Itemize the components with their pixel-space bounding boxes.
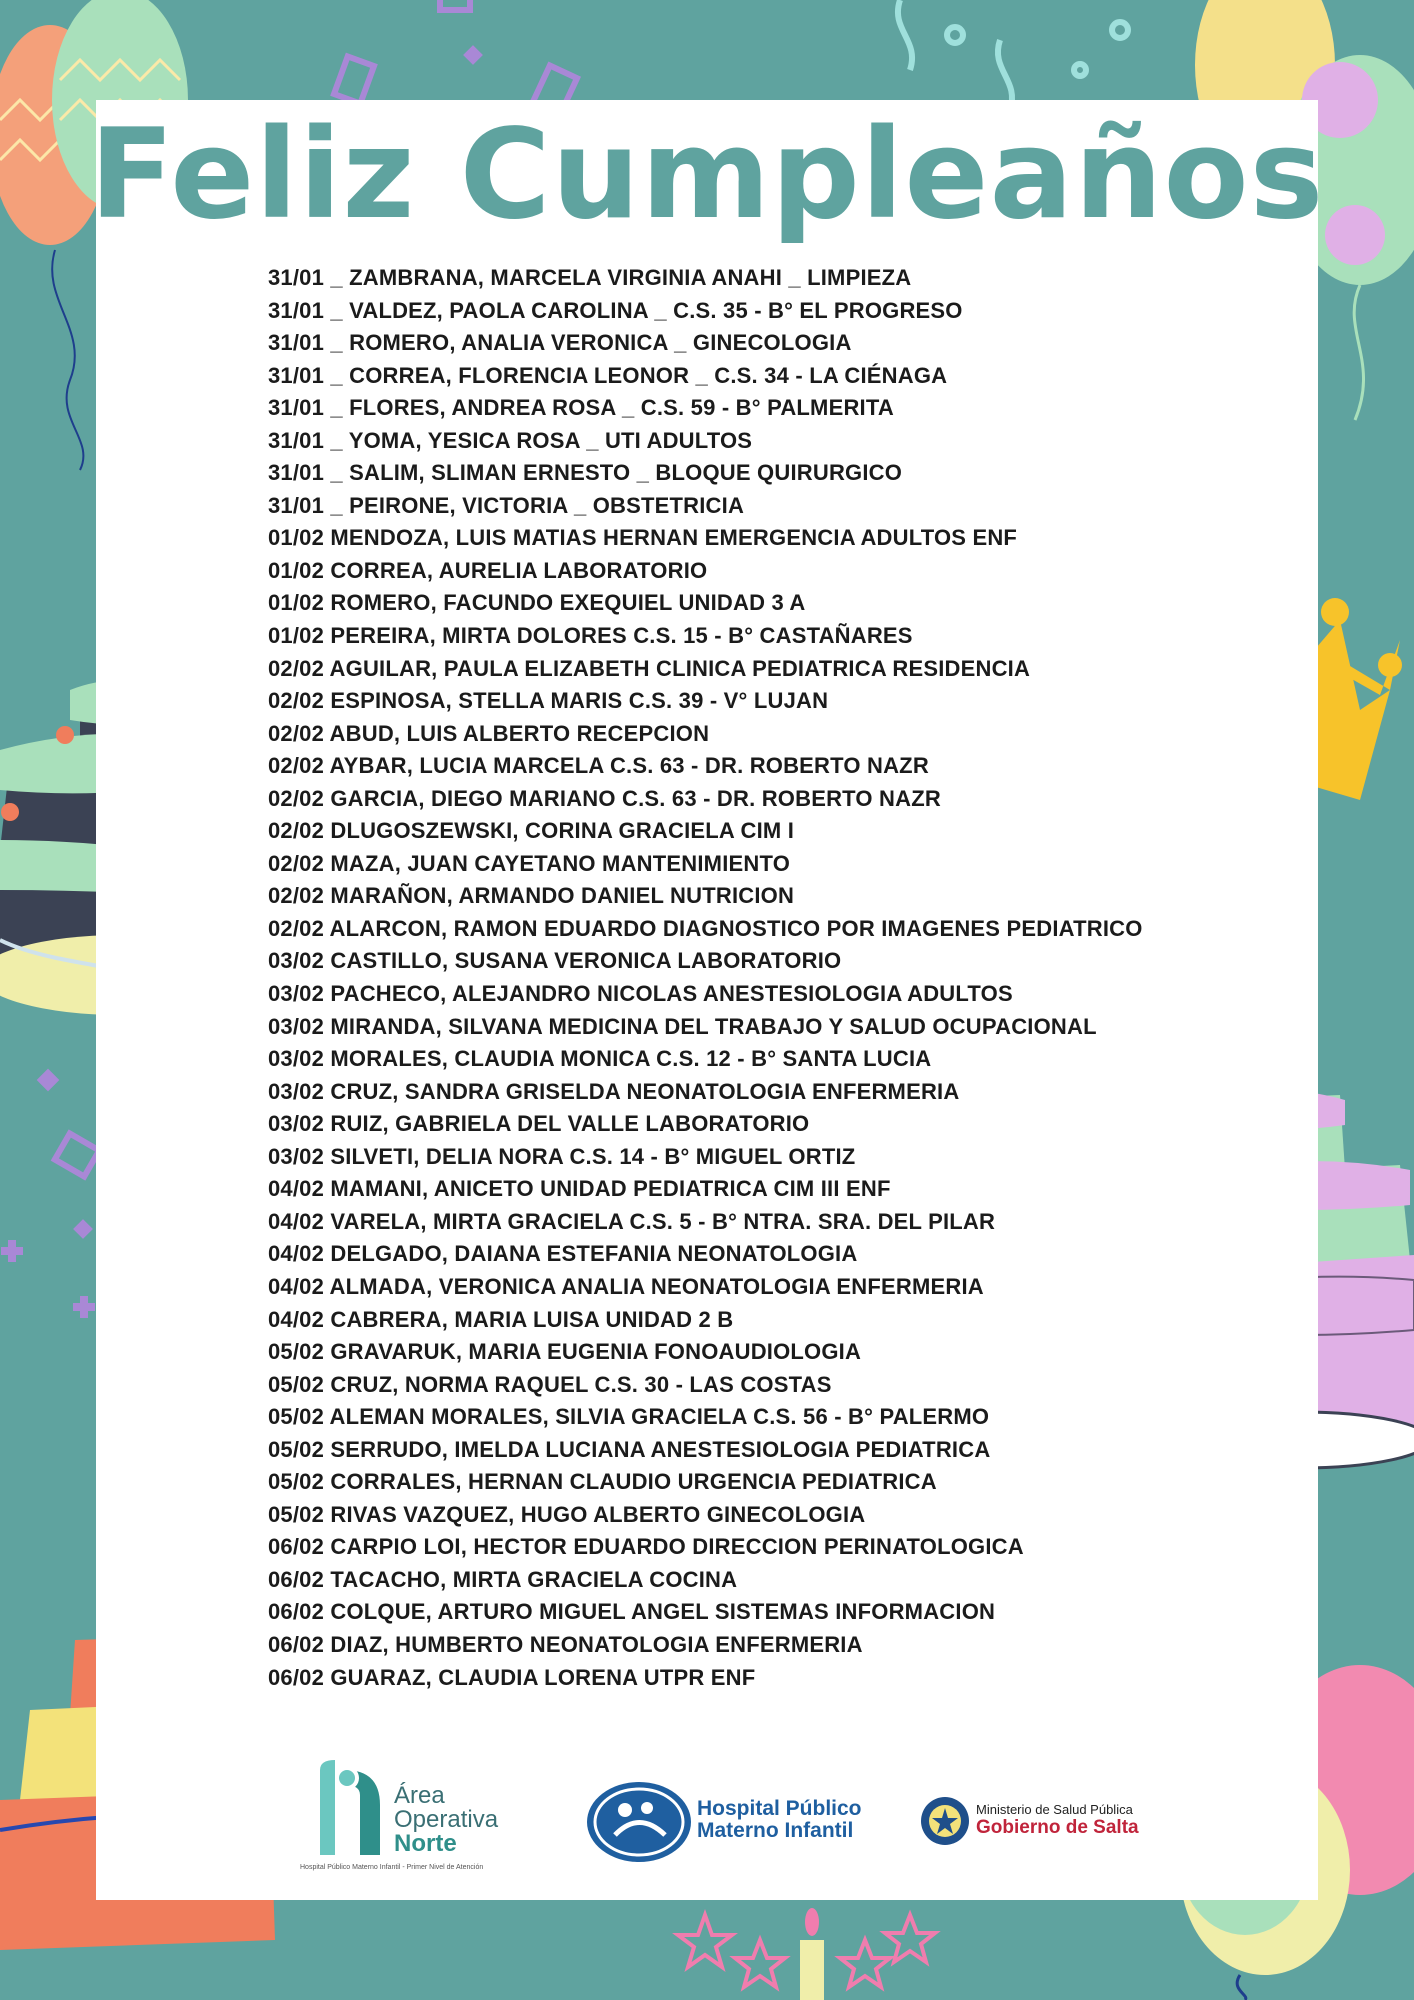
birthday-entry: 03/02 CASTILLO, SUSANA VERONICA LABORATORIO <box>268 948 842 974</box>
hospital-emblem-icon <box>585 1780 693 1864</box>
birthday-entry: 05/02 RIVAS VAZQUEZ, HUGO ALBERTO GINECOLOGIA <box>268 1501 866 1527</box>
birthday-entry: 05/02 GRAVARUK, MARIA EUGENIA FONOAUDIOLOGIA <box>268 1339 862 1365</box>
area-operativa-norte-logo <box>290 1760 500 1880</box>
birthday-entry: 02/02 DLUGOSZEWSKI, CORINA GRACIELA CIM I <box>268 818 795 844</box>
birthday-entry: 03/02 MORALES, CLAUDIA MONICA C.S. 12 - B° SANTA LUCIA <box>268 1046 932 1072</box>
birthday-entry: 02/02 GARCIA, DIEGO MARIANO C.S. 63 - DR. ROBERTO NAZR <box>268 785 941 811</box>
birthday-entry: 01/02 MENDOZA, LUIS MATIAS HERNAN EMERGENCIA ADULTOS ENF <box>268 525 1018 551</box>
birthday-entry: 03/02 MIRANDA, SILVANA MEDICINA DEL TRABAJO Y SALUD OCUPACIONAL <box>268 1013 1097 1039</box>
birthday-entry: 31/01 _ SALIM, SLIMAN ERNESTO _ BLOQUE QUIRURGICO <box>268 460 903 486</box>
area-operativa-icon <box>300 1760 400 1860</box>
birthday-entry: 06/02 CARPIO LOI, HECTOR EDUARDO DIRECCION PERINATOLOGICA <box>268 1534 1024 1560</box>
birthday-entry: 05/02 ALEMAN MORALES, SILVIA GRACIELA C.S. 56 - B° PALERMO <box>268 1404 990 1430</box>
page-title: Feliz Cumpleaños <box>89 103 1325 247</box>
birthday-entry: 02/02 AYBAR, LUCIA MARCELA C.S. 63 - DR. ROBERTO NAZR <box>268 753 929 779</box>
birthday-entry: 02/02 ESPINOSA, STELLA MARIS C.S. 39 - V° LUJAN <box>268 688 829 714</box>
birthday-entry: 06/02 COLQUE, ARTURO MIGUEL ANGEL SISTEMAS INFORMACION <box>268 1599 996 1625</box>
birthday-entry: 02/02 ABUD, LUIS ALBERTO RECEPCION <box>268 720 710 746</box>
birthday-entry: 01/02 CORREA, AURELIA LABORATORIO <box>268 557 708 583</box>
hospital-line2: Materno Infantil <box>697 1819 854 1842</box>
birthday-entry: 02/02 AGUILAR, PAULA ELIZABETH CLINICA PEDIATRICA RESIDENCIA <box>268 655 1031 681</box>
birthday-entry: 03/02 SILVETI, DELIA NORA C.S. 14 - B° MIGUEL ORTIZ <box>268 1143 856 1169</box>
birthday-entry: 05/02 CORRALES, HERNAN CLAUDIO URGENCIA PEDIATRICA <box>268 1469 937 1495</box>
birthday-entry: 01/02 PEREIRA, MIRTA DOLORES C.S. 15 - B° CASTAÑARES <box>268 623 913 649</box>
birthday-entry: 02/02 MARAÑON, ARMANDO DANIEL NUTRICION <box>268 883 795 909</box>
birthday-entry: 02/02 ALARCON, RAMON EDUARDO DIAGNOSTICO POR IMAGENES PEDIATRICO <box>268 915 1143 941</box>
area-operativa-line1: Área <box>394 1782 445 1809</box>
birthday-entry: 01/02 ROMERO, FACUNDO EXEQUIEL UNIDAD 3 A <box>268 590 806 616</box>
birthday-entry: 03/02 RUIZ, GABRIELA DEL VALLE LABORATORIO <box>268 1111 810 1137</box>
birthday-entry: 04/02 MAMANI, ANICETO UNIDAD PEDIATRICA CIM III ENF <box>268 1176 891 1202</box>
birthday-entry: 31/01 _ ROMERO, ANALIA VERONICA _ GINECOLOGIA <box>268 330 852 356</box>
birthday-entry: 05/02 CRUZ, NORMA RAQUEL C.S. 30 - LAS COSTAS <box>268 1371 832 1397</box>
area-operativa-subtitle: Hospital Público Materno Infantil - Primer Nivel de Atención <box>300 1864 484 1871</box>
confetti-top-illustration <box>334 0 577 114</box>
gobierno-salta-logo <box>920 1788 1160 1858</box>
salta-shield-icon <box>920 1788 970 1854</box>
birthday-entry: 06/02 DIAZ, HUMBERTO NEONATOLOGIA ENFERMERIA <box>268 1631 863 1657</box>
birthday-entry: 31/01 _ YOMA, YESICA ROSA _ UTI ADULTOS <box>268 427 753 453</box>
area-operativa-line2: Operativa <box>394 1806 499 1833</box>
birthday-list <box>268 262 1228 1694</box>
birthday-entry: 31/01 _ CORREA, FLORENCIA LEONOR _ C.S. 34 - LA CIÉNAGA <box>268 362 948 388</box>
birthday-entry: 04/02 ALMADA, VERONICA ANALIA NEONATOLOGIA ENFERMERIA <box>268 1273 984 1299</box>
birthday-entry: 06/02 GUARAZ, CLAUDIA LORENA UTPR ENF <box>268 1664 756 1690</box>
area-operativa-line3: Norte <box>394 1830 457 1857</box>
birthday-entry: 02/02 MAZA, JUAN CAYETANO MANTENIMIENTO <box>268 850 791 876</box>
hospital-line1: Hospital Público <box>697 1797 862 1820</box>
birthday-entry: 04/02 VARELA, MIRTA GRACIELA C.S. 5 - B° NTRA. SRA. DEL PILAR <box>268 1208 996 1234</box>
birthday-entry: 31/01 _ PEIRONE, VICTORIA _ OBSTETRICIA <box>268 492 745 518</box>
footer-logos <box>280 1760 1160 1880</box>
birthday-entry: 04/02 CABRERA, MARIA LUISA UNIDAD 2 B <box>268 1306 734 1332</box>
birthday-entry: 05/02 SERRUDO, IMELDA LUCIANA ANESTESIOLOGIA PEDIATRICA <box>268 1436 991 1462</box>
birthday-entry: 03/02 CRUZ, SANDRA GRISELDA NEONATOLOGIA ENFERMERIA <box>268 1078 960 1104</box>
birthday-entry: 06/02 TACACHO, MIRTA GRACIELA COCINA <box>268 1566 738 1592</box>
birthday-entry: 31/01 _ ZAMBRANA, MARCELA VIRGINIA ANAHI _ LIMPIEZA <box>268 265 912 290</box>
birthday-entry: 31/01 _ VALDEZ, PAOLA CAROLINA _ C.S. 35 - B° EL PROGRESO <box>268 297 963 323</box>
gobierno-line1: Ministerio de Salud Pública <box>976 1802 1133 1817</box>
gobierno-line2: Gobierno de Salta <box>976 1817 1139 1838</box>
birthday-entry: 04/02 DELGADO, DAIANA ESTEFANIA NEONATOLOGIA <box>268 1241 858 1267</box>
hospital-logo <box>585 1780 865 1870</box>
birthday-entry: 31/01 _ FLORES, ANDREA ROSA _ C.S. 59 - B° PALMERITA <box>268 395 894 421</box>
birthday-entry: 03/02 PACHECO, ALEJANDRO NICOLAS ANESTESIOLOGIA ADULTOS <box>268 981 1013 1007</box>
